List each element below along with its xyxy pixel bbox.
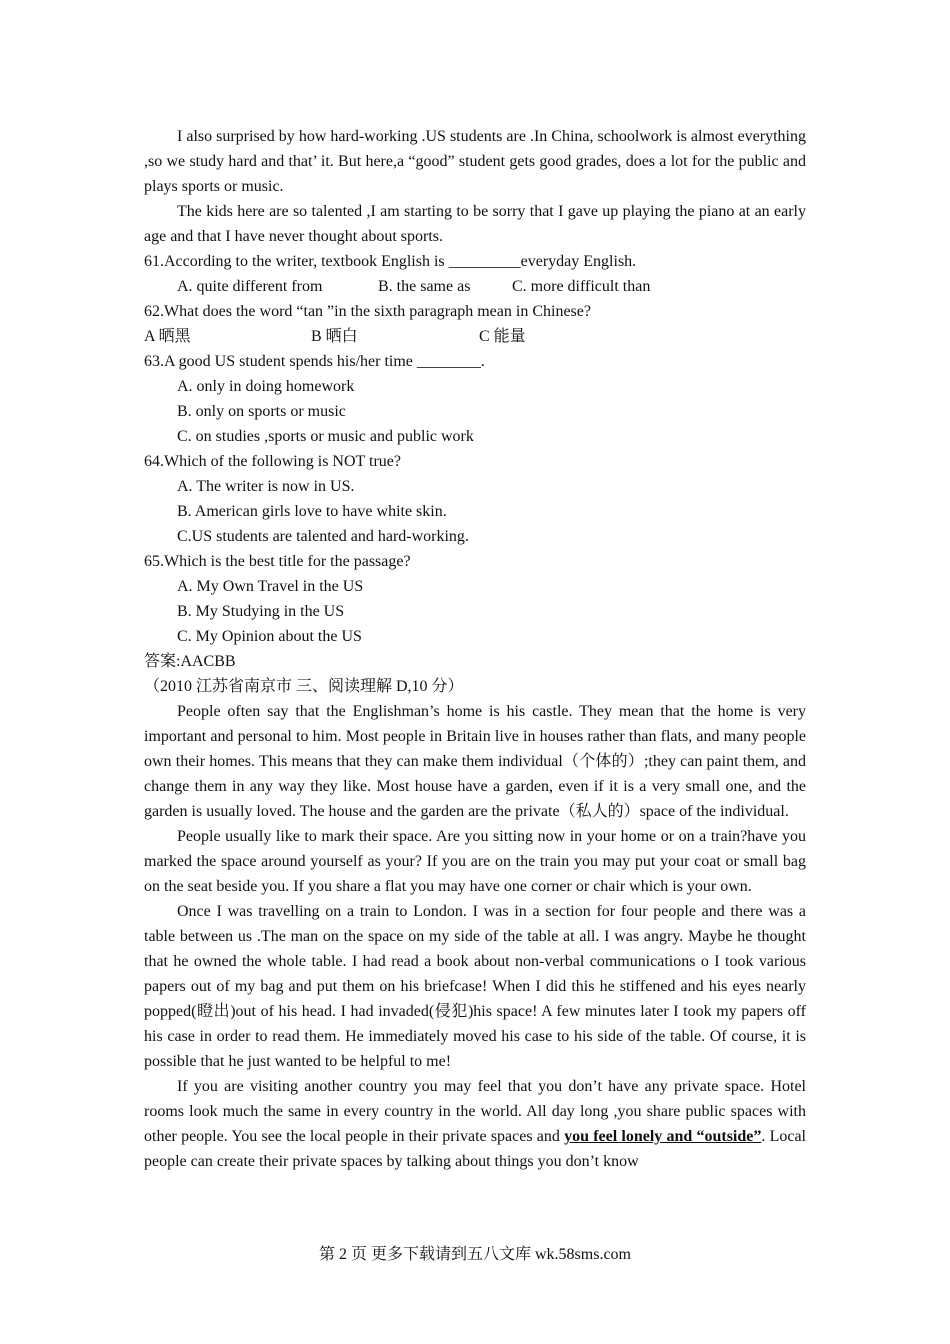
passage1-paragraph-1: I also surprised by how hard-working .US students are .In China, schoolwork is almost everything ,so we study hard and that’ it. But here,a “good” student gets good grades, does a lot for the public and plays sports or music.	[144, 128, 806, 195]
question-61-option-b: B. the same as	[378, 278, 471, 295]
question-61-option-a: A. quite different from	[177, 278, 323, 295]
question-64-option-c: C.US students are talented and hard-working.	[177, 528, 469, 545]
question-65-option-c: C. My Opinion about the US	[177, 628, 362, 645]
passage2-paragraph-1: People often say that the Englishman’s home is his castle. They mean that the home is very important and personal to him. Most people in Britain live in houses rather than flats, and many people own their homes. This means that they can make them individual（个体的）;they can paint them, and change them in any way they like. Most house have a garden, even if it is a very small one, and the garden is usually loved. The house and the garden are the private（私人的）space of the individual.	[144, 703, 806, 820]
source-heading: （2010 江苏省南京市 三、阅读理解 D,10 分）	[144, 678, 464, 695]
question-61-stem: 61.According to the writer, textbook English is _________everyday English.	[144, 253, 637, 270]
passage2-paragraph-4-end: . Local people can create their private spaces by talking about things you don’t know	[144, 1128, 806, 1170]
passage2-paragraph-4-start: If you are visiting another country you may feel that you don’t have any private space. Hotel rooms look much the same in every country in the world. All day long ,you share public spaces with other people. You see the local people in their private spaces and	[144, 1078, 806, 1145]
answer-key: 答案:AACBB	[144, 653, 236, 670]
question-63-option-b: B. only on sports or music	[177, 403, 346, 420]
question-64-option-b: B. American girls love to have white skin.	[177, 503, 447, 520]
question-63-option-a: A. only in doing homework	[177, 378, 355, 395]
question-63-option-c: C. on studies ,sports or music and public work	[177, 428, 474, 445]
question-62-stem: 62.What does the word “tan ”in the sixth paragraph mean in Chinese?	[144, 303, 591, 320]
question-61-option-c: C. more difficult than	[512, 278, 651, 295]
question-62-option-c: C 能量	[479, 328, 526, 345]
question-64-option-a: A. The writer is now in US.	[177, 478, 355, 495]
question-61-options	[144, 274, 806, 299]
passage1-paragraph-2: The kids here are so talented ,I am starting to be sorry that I gave up playing the piano at an early age and that I have never thought about sports.	[144, 203, 806, 245]
passage2-paragraph-3: Once I was travelling on a train to London. I was in a section for four people and there was a table between us .The man on the space on my side of the table at all. I was angry. Maybe he thought that he owned the whole table. I had read a book about non-verbal communications o I took various papers out of my bag and put them on his briefcase! When I did this he stiffened and his eyes nearly popped(瞪出)out of his head. I had invaded(侵犯)his space! A few minutes later I took my papers off his case in order to read them. He immediately moved his case to his side of the table. Of course, it is possible that he just wanted to be helpful to me!	[144, 903, 806, 1070]
question-63-stem: 63.A good US student spends his/her time ________.	[144, 353, 485, 370]
question-65-stem: 65.Which is the best title for the passage?	[144, 553, 411, 570]
question-62-option-b: B 晒白	[311, 328, 358, 345]
question-62-option-a: A 晒黑	[144, 328, 191, 345]
question-62-options	[144, 324, 806, 349]
underlined-phrase: you feel lonely and “outside”	[564, 1128, 762, 1145]
document-body	[144, 124, 806, 1174]
question-65-option-a: A. My Own Travel in the US	[177, 578, 364, 595]
question-64-stem: 64.Which of the following is NOT true?	[144, 453, 401, 470]
passage2-paragraph-4	[144, 1074, 806, 1174]
passage2-paragraph-2: People usually like to mark their space. Are you sitting now in your home or on a train?have you marked the space around yourself as your? If you are on the train you may put your coat or small bag on the seat beside you. If you share a flat you may have one corner or chair which is your own.	[144, 828, 806, 895]
question-65-option-b: B. My Studying in the US	[177, 603, 345, 620]
page-footer: 第 2 页 更多下载请到五八文库 wk.58sms.com	[318, 1246, 631, 1263]
